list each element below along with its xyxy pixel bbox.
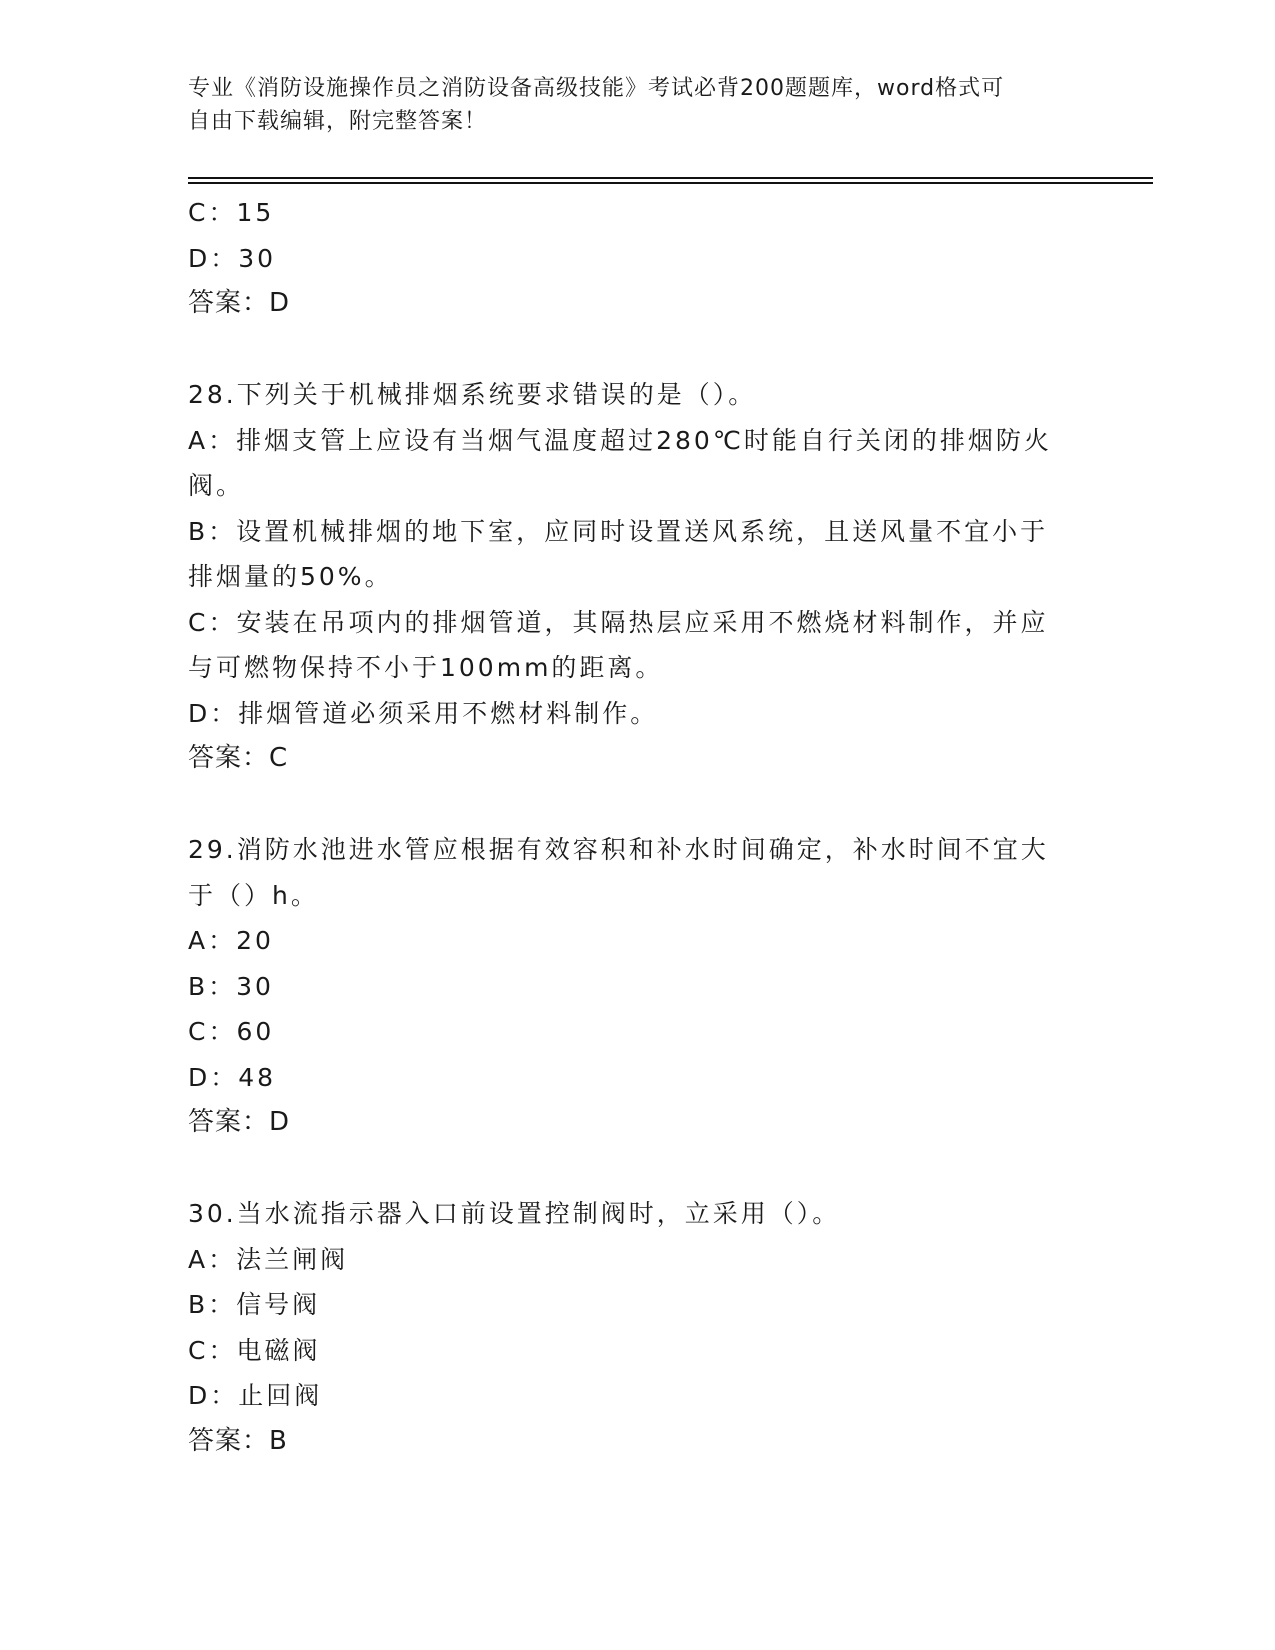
option-d: D：30 [188,243,277,273]
header-line-2: 自由下载编辑，附完整答案！ [188,109,488,134]
question-stem: 30.当水流指示器入口前设置控制阀时，立采用（）。 [188,1199,841,1228]
answer-line: 答案：B [188,1425,288,1456]
question-27-tail [188,190,1068,327]
spacer [188,327,1068,373]
option-a: A：法兰闸阀 [188,1244,349,1274]
header-rule-bottom [188,182,1153,184]
answer-line: 答案：D [188,1107,291,1137]
answer-line: 答案：C [188,743,289,773]
option-c: C：60 [188,1017,275,1046]
option-a: A：20 [188,926,274,955]
question-stem: 28.下列关于机械排烟系统要求错误的是（）。 [188,380,757,409]
question-30 [188,1191,1068,1464]
question-stem: 29.消防水池进水管应根据有效容积和补水时间确定，补水时间不宜大于（）h。 [188,835,1049,910]
question-list [188,190,1068,1464]
option-b: B：30 [188,971,274,1001]
question-28 [188,372,1068,782]
spacer [188,782,1068,828]
option-b: B：设置机械排烟的地下室，应同时设置送风系统，且送风量不宜小于排烟量的50%。 [188,516,1049,591]
option-d: D：止回阀 [188,1381,323,1410]
option-c: C：15 [188,198,275,227]
option-c: C：电磁阀 [188,1335,321,1365]
option-b: B：信号阀 [188,1290,321,1319]
document-header [188,72,1068,138]
answer-line: 答案：D [188,288,291,318]
option-d: D：排烟管道必须采用不燃材料制作。 [188,698,659,728]
question-29 [188,827,1068,1146]
spacer [188,1146,1068,1192]
option-c: C：安装在吊项内的排烟管道，其隔热层应采用不燃烧材料制作，并应与可燃物保持不小于100mm的距离。 [188,607,1049,682]
header-rule-top [188,177,1153,179]
header-line-1: 专业《消防设施操作员之消防设备高级技能》考试必背200题题库，word格式可 [188,76,1005,101]
option-d: D：48 [188,1062,277,1092]
option-a: A：排烟支管上应设有当烟气温度超过280℃时能自行关闭的排烟防火阀。 [188,425,1052,500]
